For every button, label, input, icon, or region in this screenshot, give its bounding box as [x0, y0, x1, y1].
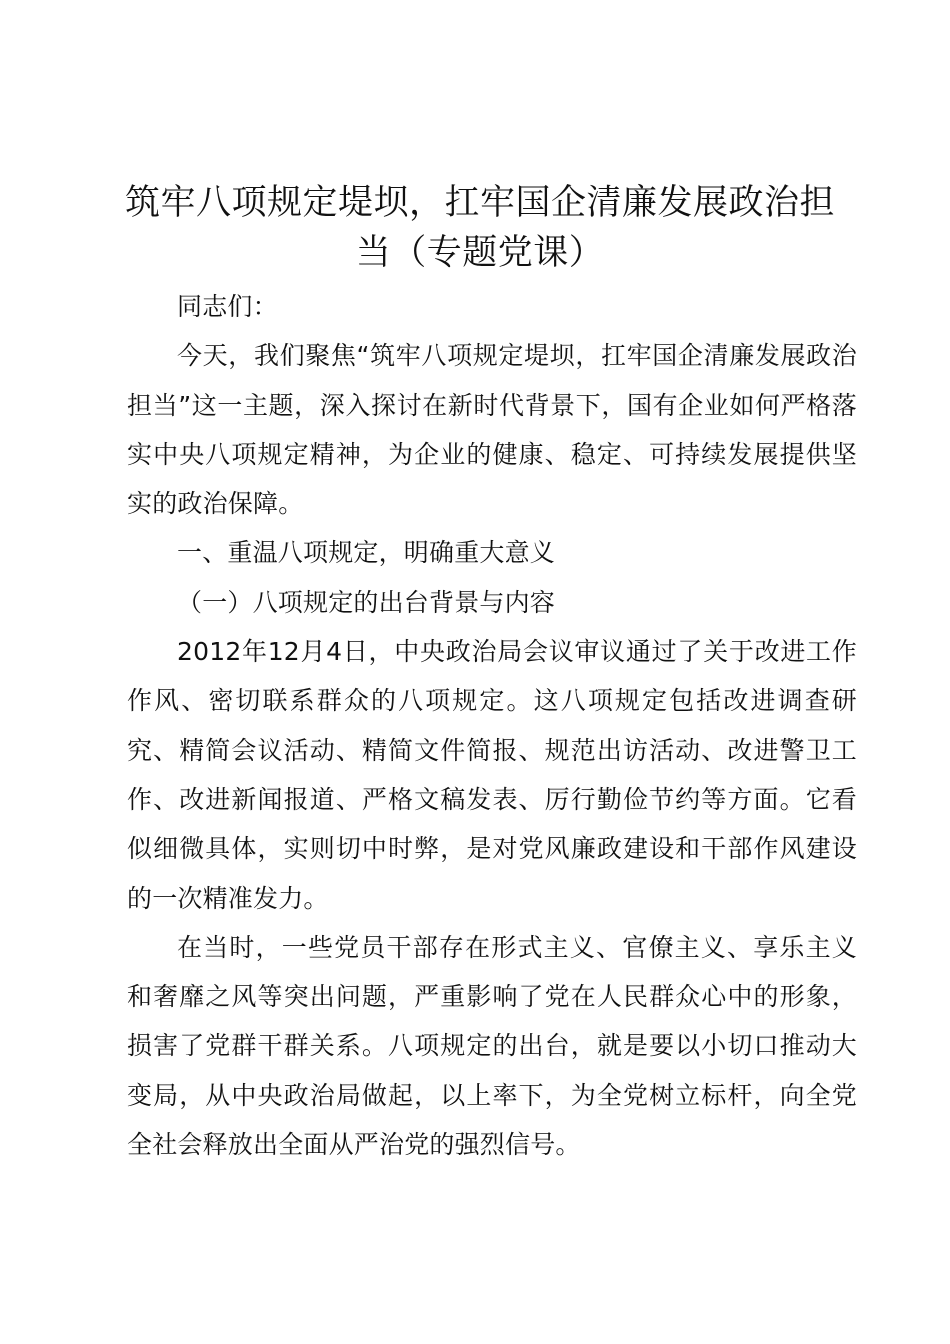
section-heading: 一、重温八项规定，明确重大意义	[177, 538, 556, 568]
salutation: 同志们：	[177, 292, 278, 321]
document-title: 筑牢八项规定堤坝，扛牢国企清廉发展政治担当（专题党课）	[124, 183, 835, 273]
paragraph-content: 2012年12月4日，中央政治局会议审议通过了关于改进工作作风、密切联系群众的八项规定。这八项规定包括改进调查研究、精简会议活动、精简文件简报、规范出访活动、改进警卫工作、改进新闻报道、严格文稿发表、厉行勤俭节约等方面。它看似细微具体，实则切中时弊，是对党风廉政建设和干部作风建设的一次精准发力。	[127, 637, 857, 913]
document-body	[127, 282, 857, 1169]
paragraph-intro: 今天，我们聚焦“筑牢八项规定堤坝，扛牢国企清廉发展政治担当”这一主题，深入探讨在新时代背景下，国有企业如何严格落实中央八项规定精神，为企业的健康、稳定、可持续发展提供坚实的政治保障。	[127, 341, 857, 519]
subsection-heading: （一）八项规定的出台背景与内容	[177, 587, 556, 617]
paragraph-background: 在当时，一些党员干部存在形式主义、官僚主义、享乐主义和奢靡之风等突出问题，严重影响了党在人民群众心中的形象，损害了党群干群关系。八项规定的出台，就是要以小切口推动大变局，从中央政治局做起，以上率下，为全党树立标杆，向全党全社会释放出全面从严治党的强烈信号。	[127, 932, 857, 1160]
